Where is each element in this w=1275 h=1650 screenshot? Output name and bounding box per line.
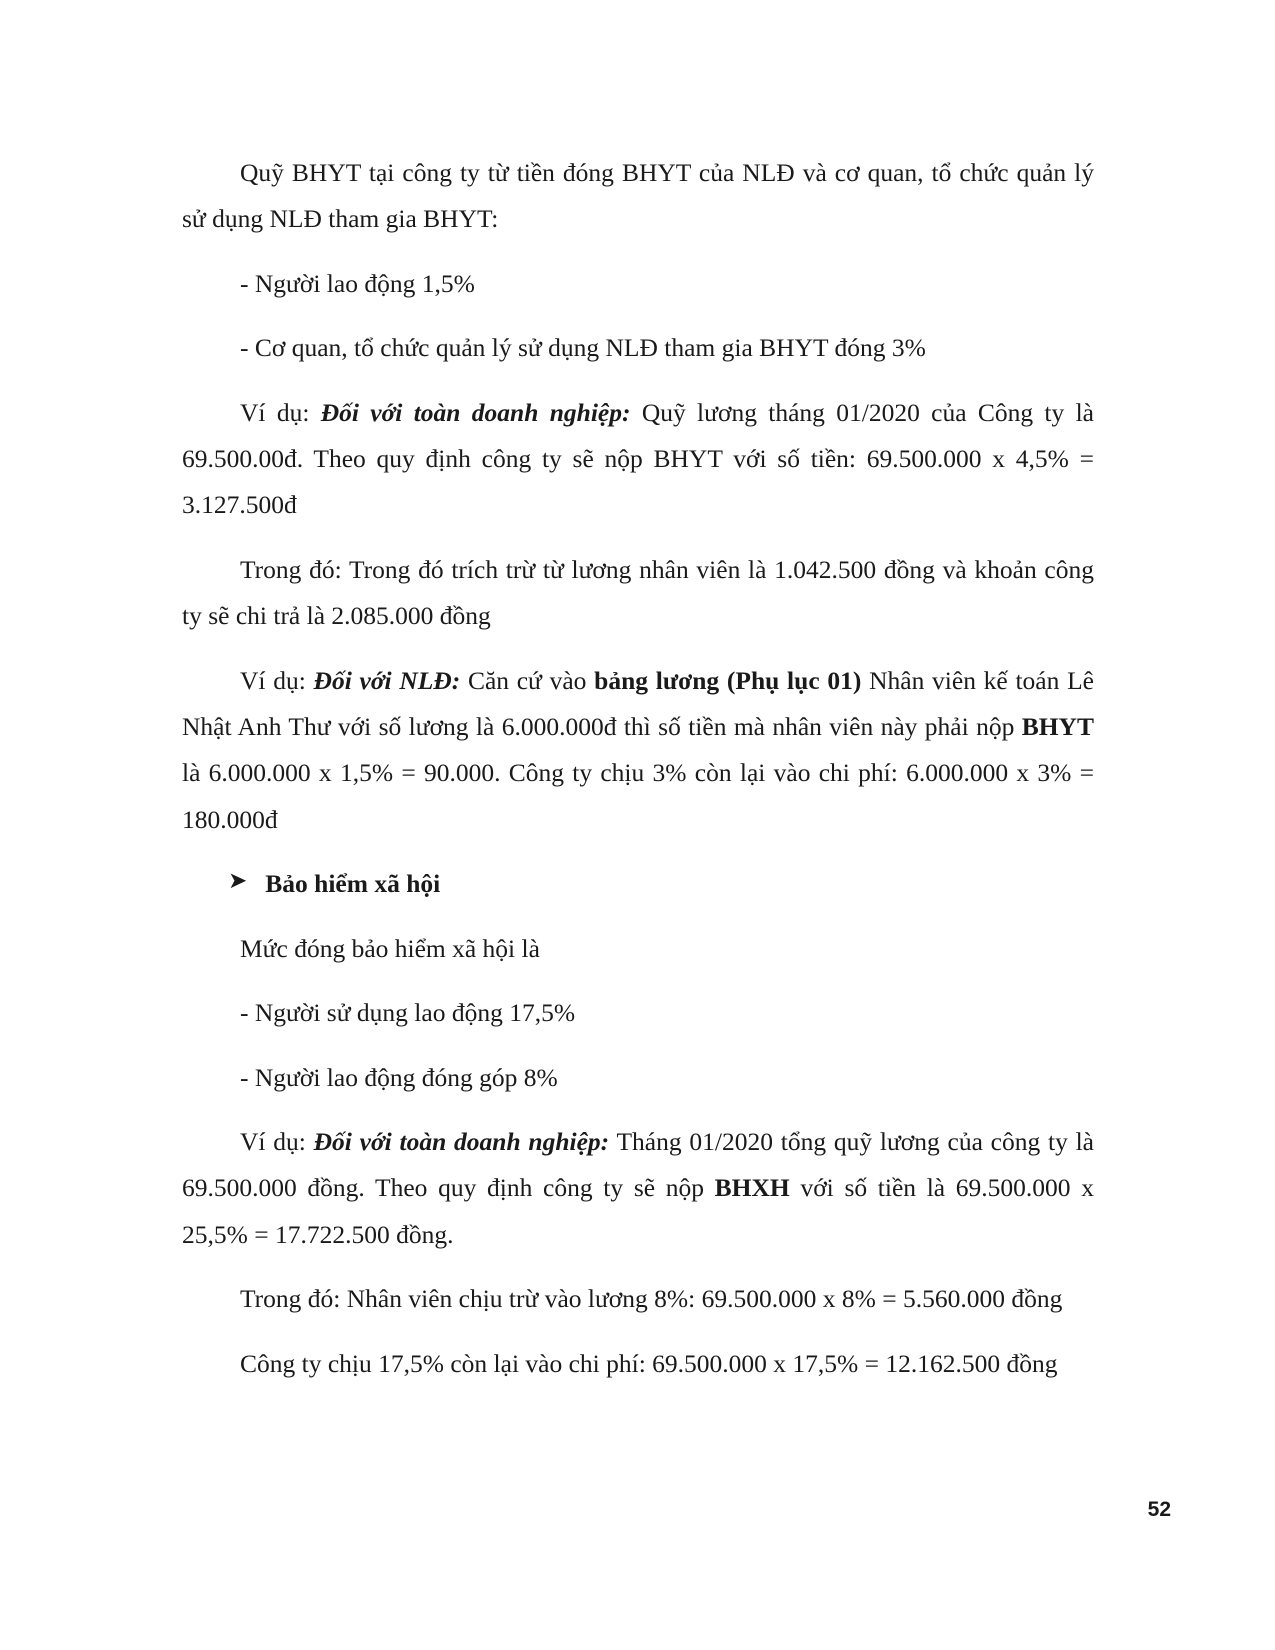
text-run: - Cơ quan, tổ chức quản lý sử dụng NLĐ tham gia BHYT đóng 3% (240, 333, 926, 363)
text-run: Quỹ lương tháng 01/2020 của Công ty là 69.500.00đ. Theo quy định công ty sẽ nộp BHYT với số tiền: 69.500.000 x 4,5% = 3.127.500đ (182, 397, 1094, 520)
text-run-emphasis: Đối với toàn doanh nghiệp: (320, 397, 631, 427)
text-run: Ví dụ: (240, 665, 314, 695)
text-run-bold: BHYT (1021, 712, 1094, 742)
text-run: Công ty chịu 17,5% còn lại vào chi phí: 69.500.000 x 17,5% = 12.162.500 đồng (240, 1348, 1058, 1378)
text-run: Căn cứ vào (460, 665, 595, 695)
paragraph-bhxh-employee-deduction (182, 1276, 1094, 1322)
text-run: là 6.000.000 x 1,5% = 90.000. Công ty chịu 3% còn lại vào chi phí: 6.000.000 x 3% = 180.000đ (182, 758, 1094, 834)
paragraph-example-company-bhyt (182, 390, 1094, 529)
paragraph-employee-rate (182, 261, 1094, 307)
text-run: Quỹ BHYT tại công ty từ tiền đóng BHYT của NLĐ và cơ quan, tổ chức quản lý sử dụng NLĐ tham gia BHYT: (182, 158, 1094, 234)
paragraph-employer-rate (182, 325, 1094, 371)
document-body (182, 150, 1094, 1405)
text-run: với số tiền là 69.500.000 x 25,5% = 17.722.500 đồng. (182, 1173, 1094, 1249)
text-run-bold: bảng lương (Phụ lục 01) (594, 665, 862, 695)
paragraph-example-employee-bhyt (182, 658, 1094, 844)
text-run: - Người lao động 1,5% (240, 268, 475, 298)
heading-bao-hiem-xa-hoi (228, 861, 1094, 907)
text-run: Ví dụ: (240, 1126, 314, 1156)
paragraph-bhxh-rate-intro (182, 926, 1094, 972)
paragraph-bhyt-fund (182, 150, 1094, 243)
paragraph-bhxh-company-cost (182, 1341, 1094, 1387)
paragraph-breakdown-bhyt (182, 547, 1094, 640)
text-run: - Người lao động đóng góp 8% (240, 1062, 558, 1092)
text-run: Trong đó: Trong đó trích trừ từ lương nhân viên là 1.042.500 đồng và khoản công ty sẽ chi trả là 2.085.000 đồng (182, 554, 1094, 631)
paragraph-bhxh-employee-rate (182, 1055, 1094, 1101)
paragraph-bhxh-employer-rate (182, 990, 1094, 1036)
heading-label: Bảo hiểm xã hội (265, 869, 441, 899)
arrow-bullet-icon: ➤ (228, 868, 248, 895)
text-run: Mức đóng bảo hiểm xã hội là (240, 933, 540, 963)
text-run-emphasis: Đối với toàn doanh nghiệp: (313, 1126, 610, 1156)
text-run: - Người sử dụng lao động 17,5% (240, 998, 576, 1028)
paragraph-example-company-bhxh (182, 1119, 1094, 1258)
text-run: Nhân viên kế toán Lê Nhật Anh Thư với số lương là 6.000.000đ thì số tiền mà nhân viên này phải nộp (182, 665, 1094, 742)
page-number: 52 (1147, 1498, 1171, 1521)
text-run-bold: BHXH (714, 1173, 790, 1203)
text-run: Trong đó: Nhân viên chịu trừ vào lương 8%: 69.500.000 x 8% = 5.560.000 đồng (240, 1284, 1063, 1314)
text-run: Tháng 01/2020 tổng quỹ lương của công ty là 69.500.000 đồng. Theo quy định công ty sẽ nộp (182, 1126, 1094, 1203)
text-run-emphasis: Đối với NLĐ: (313, 665, 461, 695)
text-run: Ví dụ: (240, 397, 321, 427)
